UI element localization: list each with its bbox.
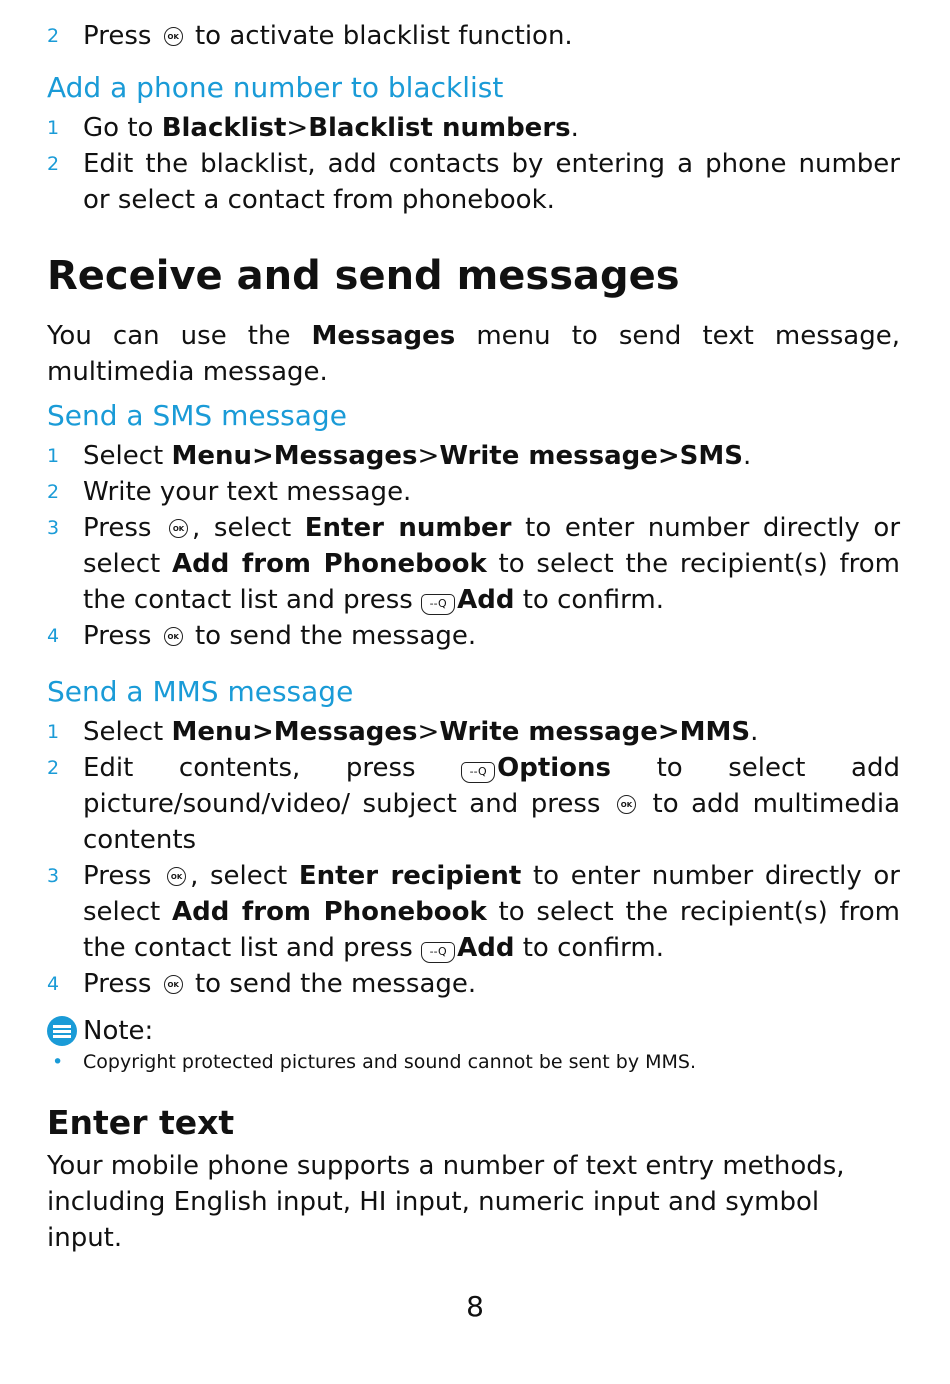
step-number: 1: [47, 117, 60, 139]
note-label: Note:: [83, 1016, 154, 1046]
ok-key-icon: OK: [164, 627, 183, 646]
messages-intro: You can use the Messages menu to send text message, multimedia message.: [47, 321, 900, 387]
step-number: 2: [47, 25, 60, 47]
left-softkey-icon: --Q: [421, 594, 455, 615]
mms-step-4: 4 Press OK to send the message.: [47, 966, 900, 1002]
sms-step-4: 4 Press OK to send the message.: [47, 618, 900, 654]
ok-key-icon: OK: [617, 795, 636, 814]
page-number: 8: [466, 1290, 484, 1323]
send-mms-heading: Send a MMS message: [47, 675, 354, 708]
step-number: 2: [47, 757, 60, 779]
step-number: 1: [47, 445, 60, 467]
add-blacklist-heading: Add a phone number to blacklist: [47, 71, 504, 104]
messages-title: Receive and send messages: [47, 253, 680, 299]
left-softkey-icon: --Q: [461, 762, 495, 783]
enter-text-title: Enter text: [47, 1103, 235, 1142]
sms-step-1: 1 Select Menu>Messages>Write message>SMS.: [47, 438, 900, 474]
sms-step-3: 3 Press OK , select Enter number to enter number directly or select Add from Phonebook to select the recipient(s) from the contact list and press --Q Add to confirm.: [47, 510, 900, 618]
mms-step-3: 3 Press OK , select Enter recipient to enter number directly or select Add from Phonebook to select the recipient(s) from the contact list and press --Q Add to confirm.: [47, 858, 900, 966]
step-number: 4: [47, 973, 60, 995]
step-number: 2: [47, 153, 60, 175]
bullet-dot: •: [52, 1051, 64, 1073]
sms-step-2: 2 Write your text message.: [47, 474, 900, 510]
ok-key-icon: OK: [167, 867, 186, 886]
step-number: 1: [47, 721, 60, 743]
ok-key-icon: OK: [169, 519, 188, 538]
manual-page: [47, 18, 900, 1256]
note-icon: [47, 1016, 77, 1046]
note-label-row: [47, 1014, 900, 1048]
step-number: 2: [47, 481, 60, 503]
step-number: 3: [47, 517, 60, 539]
mms-step-1: 1 Select Menu>Messages>Write message>MMS.: [47, 714, 900, 750]
ok-key-icon: OK: [164, 27, 183, 46]
mms-step-2: 2 Edit contents, press --Q Options to select add picture/sound/video/ subject and press OK to add multimedia contents: [47, 750, 900, 858]
note-bullet: • Copyright protected pictures and sound cannot be sent by MMS.: [47, 1048, 900, 1076]
left-softkey-icon: --Q: [421, 942, 455, 963]
blacklist-step-2: 2 Edit the blacklist, add contacts by entering a phone number or select a contact from phonebook.: [47, 146, 900, 218]
blacklist-step-1: 1 Go to Blacklist>Blacklist numbers.: [47, 110, 900, 146]
ok-key-icon: OK: [164, 975, 183, 994]
enter-text-body: Your mobile phone supports a number of text entry methods, including English input, HI input, numeric input and symbol input.: [47, 1151, 845, 1253]
step-number: 3: [47, 865, 60, 887]
send-sms-heading: Send a SMS message: [47, 399, 347, 432]
step-number: 4: [47, 625, 60, 647]
blacklist-activate-step: 2 Press OK to activate blacklist function.: [47, 18, 900, 54]
